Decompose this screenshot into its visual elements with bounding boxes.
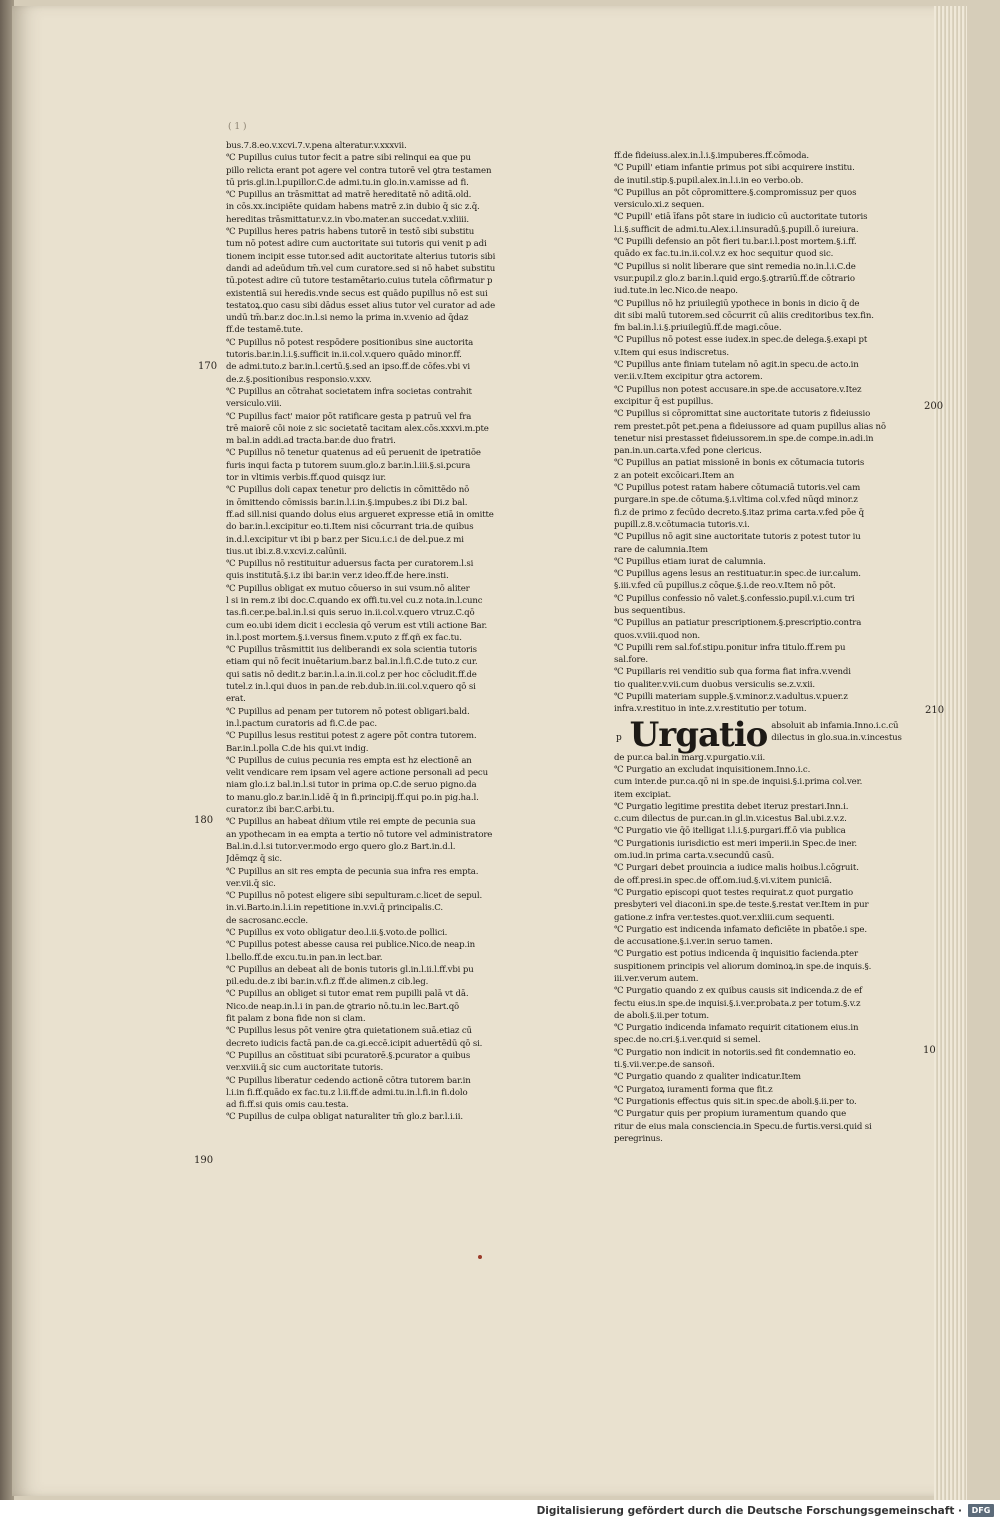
text-line: v.Item qui esus indiscretus. (614, 347, 729, 358)
text-line: ℃ Pupillus fact' maior pōt ratificare gesta p patruū vel fra (226, 411, 472, 422)
text-line: quos.v.viii.quod non. (614, 630, 701, 641)
text-line: de pur.ca bal.in marg.v.purgatio.v.ii. (614, 752, 766, 763)
text-line: ℃ Pupillus an obliget si tutor emat rem pupilli palā vt dā. (226, 989, 469, 1000)
margin-number: 10 (923, 1045, 936, 1056)
margin-number: 210 (925, 705, 945, 716)
text-line: an ypothecam in ea empta a tertio nō tutore vel administratore (226, 829, 493, 840)
text-line: de off.presi.in spec.de off.om.iud.§.vi.v.item puniciā. (614, 875, 832, 886)
text-line: ℃ Purgatio indicenda infamato requirit citationem eius.in (614, 1023, 859, 1034)
text-line: om.iud.in prima carta.v.secundū casū. (614, 851, 775, 862)
page-edges (934, 6, 967, 1506)
text-line: l si in rem.z ibi doc.C.quando ex offi.tu.vel cu.z nota.in.l.cunc (226, 595, 483, 606)
text-line: in.l.post mortem.§.i.versus finem.v.puto z ff.qñ ex fac.tu. (226, 632, 462, 643)
margin-number: 190 (194, 1155, 214, 1166)
text-line: fi.z de primo z fecūdo decreto.§.itaz prima carta.v.fed pōe q̄ (614, 507, 864, 518)
text-line: ℃ Pupillus nō restituitur aduersus facta per curatorem.l.si (226, 559, 474, 570)
text-line: ℃ Pupill' etiam infantie primus pot sibi acquirere institu. (614, 163, 855, 174)
text-line: ℃ Pupillus an patiatur prescriptionem.§.prescriptio.contra (614, 618, 862, 629)
text-line: curator.z ibi bar.C.arbi.tu. (226, 805, 335, 816)
text-line: ℃ Purgatur quis per propium iuramentum quando que (614, 1109, 847, 1120)
text-line: presbyteri vel diaconi.in spe.de teste.§.restat ver.Item in pur (614, 900, 869, 911)
text-line: ℃ Pupillus an cōstituat sibi pcuratorē.§.pcurator a quibus (226, 1050, 471, 1061)
text-line: c.cum dilectus de pur.can.in gl.in.v.icestus Bal.ubi.z.v.z. (614, 814, 847, 825)
text-line: ℃ Pupilli rem sal.fof.stipu.ponitur infra titulo.ff.rem pu (614, 642, 846, 653)
text-line: ℃ Pupillus lesus pōt venire ꝯtra quietationem suā.etiaz cū (226, 1026, 472, 1037)
text-line: ℃ Pupillus nō potest respōdere positionibus sine auctorita (226, 337, 474, 348)
text-line: ℃ Purgatio quando z qualiter indicatur.Item (614, 1072, 801, 1083)
purgatio-heading-text (771, 720, 901, 745)
text-line: rare de calumnia.Item (614, 544, 708, 555)
text-line: ℃ Pupillus nō agit sine auctoritate tutoris z potest tutor iu (614, 532, 861, 543)
text-line: ℃ Purgatio est potius indicenda q̄ inquisitio facienda.pter (614, 949, 858, 960)
text-line: iud.tute.in lec.Nico.de neapo. (614, 286, 738, 297)
text-line: ti.§.vii.ver.pe.de sansoñ. (614, 1060, 715, 1071)
text-line: ℃ Pupillus nō tenetur quatenus ad eū peruenit de ipetratiōe (226, 448, 481, 459)
text-line: ℃ Pupillus ad penam per tutorem nō potest obligari.bald. (226, 706, 470, 717)
text-line: pil.edu.de.z ibi bar.in.v.fi.z ff.de alimen.z cib.leg. (226, 977, 429, 988)
text-line: dandi ad adeūdum tm̄.vel cum curatore.sed si nō habet substitu (226, 263, 496, 274)
purgatio-heading-row (614, 714, 912, 755)
text-line: in.l.pactum curatoris ad fi.C.de pac. (226, 718, 377, 729)
text-line: sal.fore. (614, 655, 648, 666)
text-line: furis inqui facta p tutorem suum.glo.z bar.in.l.iii.§.si.pcura (226, 460, 471, 471)
text-line: fm bal.in.l.i.§.priuilegiū.ff.de magi.cōue. (614, 323, 782, 334)
text-line: ℃ Pupillus cuius tutor fecit a patre sibi relinqui ea que pu (226, 153, 471, 164)
text-line: ℃ Pupillus an sit res empta de pecunia sua infra res empta. (226, 866, 479, 877)
text-line: ℃ Pupillus nō potest eligere sibi sepulturam.c.licet de sepul. (226, 891, 483, 902)
right-column-pupillus (614, 150, 912, 716)
text-line: ℃ Pupillus obligat ex mutuo cōuerso in sui vsum.nō aliter (226, 583, 470, 594)
text-line: ℃ Pupillus an debeat ali de bonis tutoris gl.in.l.ii.l.ff.vbi pu (226, 964, 474, 975)
footer-credit: Digitalisierung gefördert durch die Deutsche Forschungsgemeinschaft · (536, 1505, 962, 1517)
text-line: qui satis nō dedit.z bar.in.l.a.in.ii.col.z per hoc cōcludit.ff.de (226, 669, 477, 680)
text-line: ad fi.ff.si quis omis cau.testa. (226, 1100, 349, 1111)
text-line: ℃ Pupillus doli capax tenetur pro delictis in cōmittēdo nō (226, 485, 470, 496)
text-line: m bal.in addi.ad tracta.bar.de duo fratri. (226, 436, 396, 447)
text-line: pillo relicta erant pot agere vel contra tutorē vel ꝯtra testamen (226, 165, 492, 176)
text-line: ritur de eius mala consciencia.in Specu.de furtis.versi.quid si (614, 1121, 872, 1132)
text-line: ver.vii.q̄ sic. (226, 878, 276, 889)
text-line: dilectus in glo.sua.in.v.incestus (771, 732, 902, 743)
text-line: quis institutā.§.i.z ibi bar.in ver.z ideo.ff.de here.insti. (226, 571, 449, 582)
text-line: versiculo.xi.z sequen. (614, 200, 705, 211)
text-line: ℃ Pupillus etiam iurat de calumnia. (614, 556, 766, 567)
dfg-logo: DFG (968, 1504, 994, 1517)
text-line: de sacrosanc.eccle. (226, 915, 308, 926)
text-line: ℃ Purgatio episcopi quot testes requirat.z quot purgatio (614, 887, 854, 898)
text-line: to manu.glo.z bar.in.l.idē q̄ in fi.principij.ff.qui po.in pig.ha.l. (226, 792, 479, 803)
text-line: ℃ Pupillus non potest accusare.in spe.de accusatore.v.Itez (614, 384, 862, 395)
text-line: versiculo.viii. (226, 399, 282, 410)
text-line: ℃ Pupill' etiā īfans pōt stare in iudicio cū auctoritate tutoris (614, 212, 868, 223)
text-line: ℃ Pupilli materiam supple.§.v.minor.z.v.adultus.v.puer.z (614, 692, 848, 703)
text-line: tenetur nisi prestasset fideiussorem.in spe.de compe.in.adi.in (614, 433, 874, 444)
text-line: ℃ Pupillus ante finiam tutelam nō agit.in specu.de acto.in (614, 360, 859, 371)
red-ink-dot (478, 1255, 482, 1259)
text-line: ver.ii.v.Item excipitur ꝯtra actorem. (614, 372, 763, 383)
text-line: ℃ Purgatoꝝ iuramenti forma que fit.z (614, 1084, 773, 1095)
text-line: ℃ Purgationis iurisdictio est meri imperii.in Spec.de iner. (614, 838, 858, 849)
text-line: undū tm̄.bar.z doc.in.l.si nemo la prima in.v.venio ad q̄daz (226, 313, 469, 324)
text-line: ℃ Pupillus potest ratam habere cōtumaciā tutoris.vel cam (614, 483, 861, 494)
text-line: ff.de fideiuss.alex.in.l.i.§.impuberes.ff.cōmoda. (614, 151, 809, 161)
text-line: ℃ Purgatio non indicit in notoriis.sed fit condemnatio eo. (614, 1047, 856, 1058)
text-line: z an poteit excōicari.Item an (614, 470, 735, 481)
text-line: excipitur q̄ est pupillus. (614, 396, 714, 407)
text-line: in cōs.xx.incipiēte quidam habens matrē z.in dubio q̄ sic z.q̄. (226, 202, 480, 213)
text-line: ver.xviii.q̄ sic cum auctoritate tutoris. (226, 1063, 384, 1074)
text-line: testatoꝝ.quo casu sibi dādus esset alius tutor vel curator ad ade (226, 300, 496, 311)
text-line: ℃ Pupillus an trāsmittat ad matrē hereditatē nō aditā.old. (226, 190, 472, 201)
text-line: tionem incipit esse tutor.sed adit auctoritate alterius tutoris sibi (226, 251, 496, 262)
text-line: vsur.pupil.z glo.z bar.in.l.quid ergo.§.ꝯtrariū.ff.de cōtrario (614, 273, 855, 284)
text-line: ℃ Pupilli defensio an pōt fieri tu.bar.i.l.post mortem.§.i.ff. (614, 237, 857, 248)
text-line: Jdēmqz q̄ sic. (226, 854, 282, 865)
text-line: ℃ Pupillus de cuius pecunia res empta est hz electionē an (226, 755, 472, 766)
text-line: existentiā sui heredis.vnde secus est quādo pupillus nō est sui (226, 288, 488, 299)
text-line: l.bello.ff.de excu.tu.in pan.in lect.bar. (226, 952, 383, 963)
text-line: item excipiat. (614, 789, 672, 800)
text-line: in ōmittendo cōmissis bar.in.l.i.in.§.impubes.z ibi Di.z bal. (226, 497, 468, 508)
text-line: decreto iudicis factā pan.de ca.gi.eccē.icipit aduertēdū qō si. (226, 1038, 483, 1049)
text-line: tū.potest adire cū tutore testamētario.cuius tutela cōfirmatur p (226, 276, 493, 287)
text-line: peregrinus. (614, 1133, 663, 1144)
text-line: spec.de no.cri.§.i.ver.quid si semel. (614, 1035, 761, 1046)
text-line: Bar.in.l.polla C.de his qui.vt indig. (226, 743, 369, 754)
margin-number: 170 (198, 361, 218, 372)
folio-mark: ( 1 ) (228, 122, 247, 132)
text-line: erat. (226, 694, 246, 705)
text-line: tas.fi.cer.pe.bal.in.l.si quis seruo in.ii.col.v.quero vtruz.C.qō (226, 608, 475, 619)
text-line: ℃ Purgatio est indicenda infamato deficiēte in pbatōe.i spe. (614, 924, 867, 935)
text-line: Bal.in.d.l.si tutor.ver.modo ergo quero glo.z Bart.in.d.l. (226, 841, 456, 852)
text-line: etiam qui nō fecit inuētarium.bar.z bal.in.l.fi.C.de tuto.z cur. (226, 657, 478, 668)
margin-number: 200 (924, 401, 944, 412)
text-line: pan.in.un.carta.v.fed pone clericus. (614, 446, 762, 457)
text-line: dit sibi malū tutorem.sed cōcurrit cū aliis creditoribus tex.fin. (614, 310, 874, 321)
text-line: de.z.§.positionibus responsio.v.xxv. (226, 374, 372, 385)
text-line: quādo ex fac.tu.in.ii.col.v.z ex hoc sequitur quod sic. (614, 249, 834, 260)
text-line: ℃ Purgatio vie q̄ō itelligat i.l.i.§.purgari.ff.ō via publica (614, 826, 846, 837)
text-line: niam glo.i.z bal.in.l.si tutor in prima op.C.de seruo pigno.da (226, 780, 477, 791)
purgatio-heading: Urgatio (629, 714, 768, 755)
text-line: ℃ Pupillus nō hz priuilegiū ypothece in bonis in dicio q̄ de (614, 298, 860, 309)
footer-bar (0, 1500, 1000, 1522)
text-line: ℃ Pupillus si nolit liberare que sint remedia no.in.l.i.C.de (614, 261, 856, 272)
text-line: ℃ Pupillus liberatur cedendo actionē cōtra tutorem bar.in (226, 1075, 471, 1086)
text-line: ℃ Pupillus an cōtrahat societatem infra societas contrahit (226, 386, 472, 397)
text-line: bus.7.8.eo.v.xcvi.7.v.pena alteratur.v.xxxvii. (226, 141, 407, 151)
text-line: gatione.z infra ver.testes.quot.ver.xliii.cum sequenti. (614, 912, 835, 923)
text-line: ℃ Pupillus nō potest esse iudex.in spec.de delega.§.exapi pt (614, 335, 868, 346)
text-line: de accusatione.§.i.ver.in seruo tamen. (614, 937, 773, 948)
right-column (614, 150, 912, 1145)
text-line: tutoris.bar.in.l.i.§.sufficit in.ii.col.v.quero quādo minor.ff. (226, 350, 462, 361)
text-line: tū pris.gl.in.l.pupillor.C.de admi.tu.in glo.in.v.amisse ad fi. (226, 177, 469, 188)
text-line: do bar.in.l.excipitur eo.ti.Item nisi cōcurrant tria.de quibus (226, 522, 474, 533)
text-line: ℃ Pupillus ex voto obligatur deo.l.ii.§.voto.de pollici. (226, 928, 448, 938)
text-line: in.vi.Barto.in.l.i.in repetitione in.v.vi.q̄ principalis.C. (226, 903, 443, 914)
text-line: pupill.z.8.v.cōtumacia tutoris.v.i. (614, 519, 750, 530)
text-line: ℃ Purgatio an excludat inquisitionem.Inno.i.c. (614, 764, 811, 775)
text-line: ℃ Pupillus potest abesse causa rei publice.Nico.de neap.in (226, 940, 476, 951)
text-line: ℃ Purgationis effectus quis sit.in spec.de aboli.§.ii.per to. (614, 1096, 857, 1107)
text-line: bus sequentibus. (614, 605, 686, 616)
text-line: trē maiorē cōi noie z sic societatē tacitam alex.cōs.xxxvi.m.pte (226, 423, 489, 434)
text-line: rem prestet.pōt pet.pena a fideiussore ad quam pupillus alias nō (614, 421, 886, 432)
text-line: ℃ Pupillus an habeat dñium vtile rei empte de pecunia sua (226, 817, 476, 828)
text-line: de admi.tuto.z bar.in.l.certū.§.sed an ipso.ff.de cōfes.vbi vi (226, 362, 470, 373)
text-line: ℃ Pupillus lesus restitui potest z agere pōt contra tutorem. (226, 731, 477, 742)
text-line: l.i.§.sufficit de admi.tu.Alex.i.l.insuradū.§.pupill.ō iureiura. (614, 224, 859, 235)
text-line: de inutil.stip.§.pupil.alex.in.l.i.in eo verbo.ob. (614, 175, 804, 186)
left-column (226, 140, 532, 1124)
right-column-purgatio (614, 752, 912, 1146)
text-line: ℃ Pupillus de culpa obligat naturaliter tm̄ glo.z bar.l.i.ii. (226, 1112, 463, 1123)
text-line: velit vendicare rem ipsam vel agere actione personali ad pecu (226, 768, 488, 779)
text-line: hereditas trāsmittatur.v.z.in vbo.mater.an succedat.v.xliiii. (226, 214, 469, 225)
text-line: absoluit ab infamia.Inno.i.c.cū (771, 720, 899, 731)
text-line: l.i.in fi.ff.quādo ex fac.tu.z l.ii.ff.de admi.tu.in.l.fi.in fi.dolo (226, 1087, 468, 1098)
text-line: ℃ Pupillus heres patris habens tutorē in testō sibi substitu (226, 227, 475, 238)
text-line: tius.ut ibi.z.8.v.xcvi.z.calūnii. (226, 546, 347, 557)
text-line: de aboli.§.ii.per totum. (614, 1010, 709, 1021)
text-line: infra.v.restituo in inte.z.v.restitutio per totum. (614, 704, 807, 715)
text-line: ff.de testamē.tute. (226, 325, 304, 336)
text-line: purgare.in spe.de cōtuma.§.i.vltima col.v.fed nūqd minor.z (614, 495, 858, 506)
text-line: iii.ver.verum autem. (614, 974, 699, 984)
text-line: Nico.de neap.in.l.i in pan.de ꝯtrario nō.tu.in lec.Bart.qō (226, 1001, 460, 1012)
text-line: tio qualiter.v.vii.cum duobus versiculis se.z.v.xii. (614, 679, 815, 690)
text-line: ℃ Purgatio quando z ex quibus causis sit indicenda.z de ef (614, 986, 863, 997)
text-line: in.d.l.excipitur vt ibi p bar.z per Sicu.i.c.i de del.pue.z mi (226, 534, 464, 545)
text-line: fectu eius.in spe.de inquisi.§.i.ver.probata.z per totum.§.v.z (614, 998, 861, 1009)
text-line: ℃ Purgatio legitime prestita debet iteruz prestari.Inn.i. (614, 801, 849, 812)
text-line: suspitionem principis vel aliorum dominoꝝ.in spe.de inquis.§. (614, 961, 872, 972)
text-line: ℃ Pupillus an patiat missionē in bonis ex cōtumacia tutoris (614, 458, 865, 469)
margin-number: 180 (194, 815, 214, 826)
text-line: ℃ Pupillus an pōt cōpromittere.§.compromissuz per quos (614, 187, 857, 198)
purgatio-margin-mark: p (616, 732, 622, 743)
text-line: cum eo.ubi idem dicit i ecclesia qō verum est vtili actione Bar. (226, 620, 488, 631)
text-line: ℃ Pupillus si cōpromittat sine auctoritate tutoris z fideiussio (614, 409, 871, 420)
text-line: ff.ad sill.nisi quando dolus eius argueret expresse etiā in omitte (226, 509, 494, 520)
text-line: cum inter.de pur.ca.qō ni in spe.de inquisi.§.i.prima col.ver. (614, 777, 863, 788)
text-line: ℃ Pupillus confessio nō valet.§.confessio.pupil.v.i.cum tri (614, 593, 855, 604)
text-line: ℃ Pupillus trāsmittit ius deliberandi ex sola scientia tutoris (226, 645, 477, 656)
text-line: tor in vltimis verbis.ff.quod quisqz iur. (226, 473, 386, 484)
text-line: tum nō potest adire cum auctoritate sui tutoris qui venit p adi (226, 239, 487, 250)
text-line: ℃ Purgari debet prouincia a iudice malis hoibus.l.cōgruit. (614, 863, 859, 874)
text-line: §.iii.v.fed cū pupillus.z cōque.§.i.de reo.v.Item nō pōt. (614, 581, 836, 592)
text-line: tutel.z in.l.qui duos in pan.de reb.dub.in.iii.col.v.quero qō si (226, 682, 476, 693)
text-line: ℃ Pupillus agens lesus an restituatur.in spec.de iur.calum. (614, 569, 861, 580)
text-line: fit palam z bona fide non si clam. (226, 1014, 366, 1025)
text-line: ℃ Pupillaris rei venditio sub qua forma fiat infra.v.vendi (614, 667, 851, 678)
